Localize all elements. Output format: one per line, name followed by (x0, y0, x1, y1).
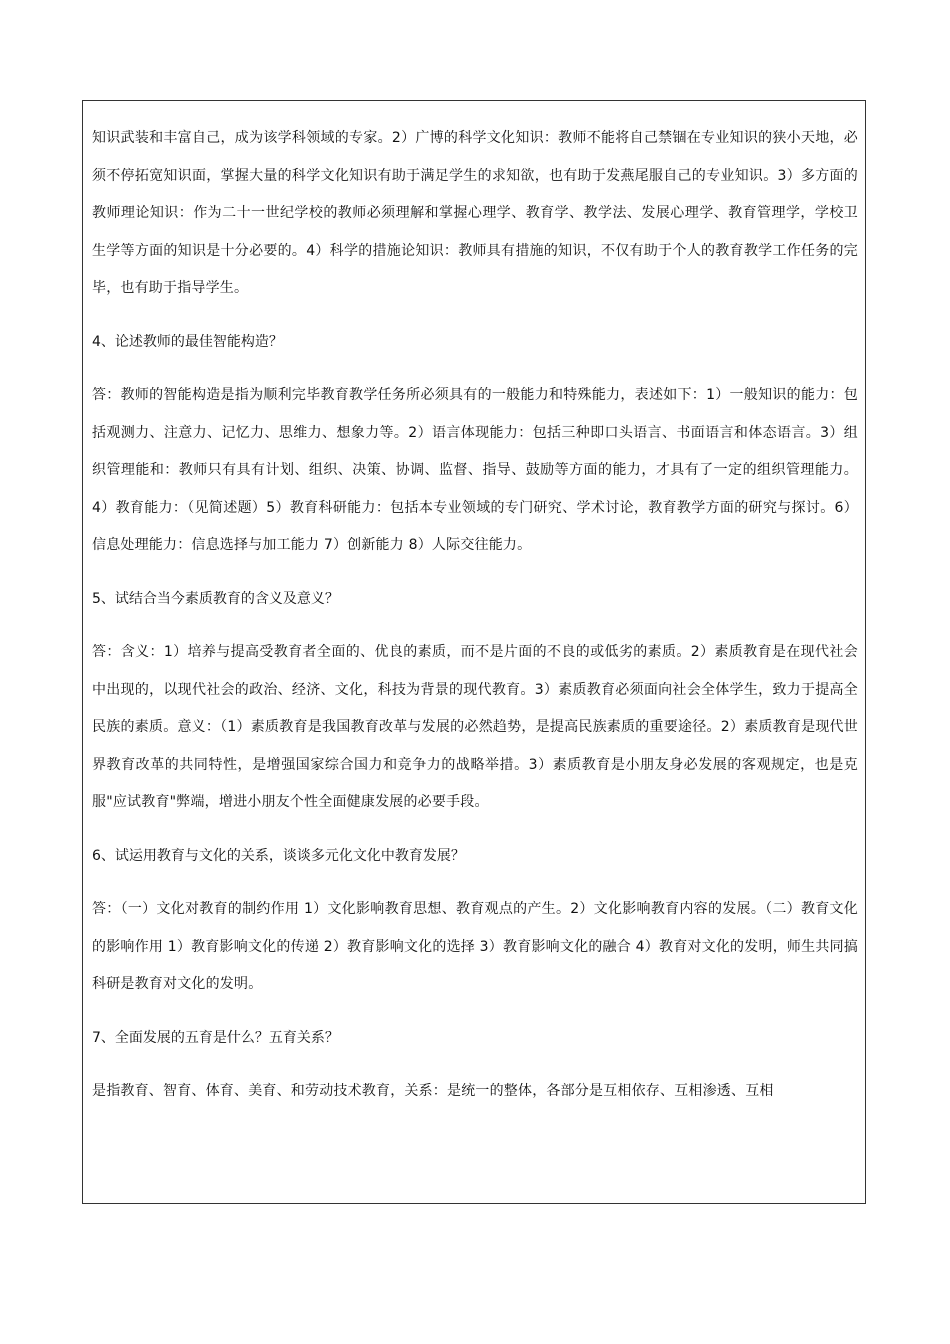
document-body (92, 120, 858, 1111)
paragraph-gap (92, 618, 858, 634)
answer-7: 是指教育、智育、体育、美育、和劳动技术教育，关系：是统一的整体，各部分是互相依存、互相渗透、互相 (92, 1083, 774, 1099)
paragraph-gap (92, 1057, 858, 1073)
paragraph-gap (92, 1004, 858, 1020)
question-7: 7、全面发展的五育是什么？五育关系？ (92, 1029, 339, 1046)
answer-paragraph-3-continued: 知识武装和丰富自己，成为该学科领域的专家。2）广博的科学文化知识：教师不能将自己禁锢在专业知识的狭小天地，必须不停拓宽知识面，掌握大量的科学文化知识有助于满足学生的求知欲，也有助于发燕尾服自己的专业知识。3）多方面的教师理论知识：作为二十一世纪学校的教师必须理解和掌握心理学、教育学、教学法、发展心理学、教育管理学，学校卫生学等方面的知识是十分必要的。4）科学的措施论知识：教师具有措施的知识，不仅有助于个人的教育教学工作任务的完毕，也有助于指导学生。 (92, 130, 858, 296)
paragraph-gap (92, 308, 858, 324)
answer-4: 答：教师的智能构造是指为顺利完毕教育教学任务所必须具有的一般能力和特殊能力，表述如下：1）一般知识的能力：包括观测力、注意力、记忆力、思维力、想象力等。2）语言体现能力：包括三种即口头语言、书面语言和体态语言。3）组织管理能和：教师只有具有计划、组织、决策、协调、监督、指导、鼓励等方面的能力，才具有了一定的组织管理能力。4）教育能力：（见简述题）5）教育科研能力：包括本专业领域的专门研究、学术讨论，教育教学方面的研究与探讨。6）信息处理能力：信息选择与加工能力 7）创新能力 8）人际交往能力。 (92, 387, 858, 553)
question-5: 5、试结合当今素质教育的含义及意义？ (92, 590, 339, 607)
question-4: 4、论述教师的最佳智能构造？ (92, 333, 283, 350)
paragraph-gap (92, 875, 858, 891)
answer-5: 答：含义：1）培养与提高受教育者全面的、优良的素质，而不是片面的不良的或低劣的素质。2）素质教育是在现代社会中出现的，以现代社会的政治、经济、文化，科技为背景的现代教育。3）素质教育必须面向社会全体学生，致力于提高全民族的素质。意义：（1）素质教育是我国教育改革与发展的必然趋势，是提高民族素质的重要途径。2）素质教育是现代世界教育改革的共同特性，是增强国家综合国力和竞争力的战略举措。3）素质教育是小朋友身必发展的客观规定，也是克服"应试教育"弊端，增进小朋友个性全面健康发展的必要手段。 (92, 644, 858, 810)
answer-6: 答：（一）文化对教育的制约作用 1）文化影响教育思想、教育观点的产生。2）文化影响教育内容的发展。（二）教育文化的影响作用 1）教育影响文化的传递 2）教育影响文化的选择 3）教育影响文化的融合 4）教育对文化的发明，师生共同搞科研是教育对文化的发明。 (92, 901, 858, 992)
paragraph-gap (92, 822, 858, 838)
question-6: 6、试运用教育与文化的关系，谈谈多元化文化中教育发展？ (92, 847, 465, 864)
paragraph-gap (92, 565, 858, 581)
content-frame (82, 100, 866, 1204)
paragraph-gap (92, 361, 858, 377)
